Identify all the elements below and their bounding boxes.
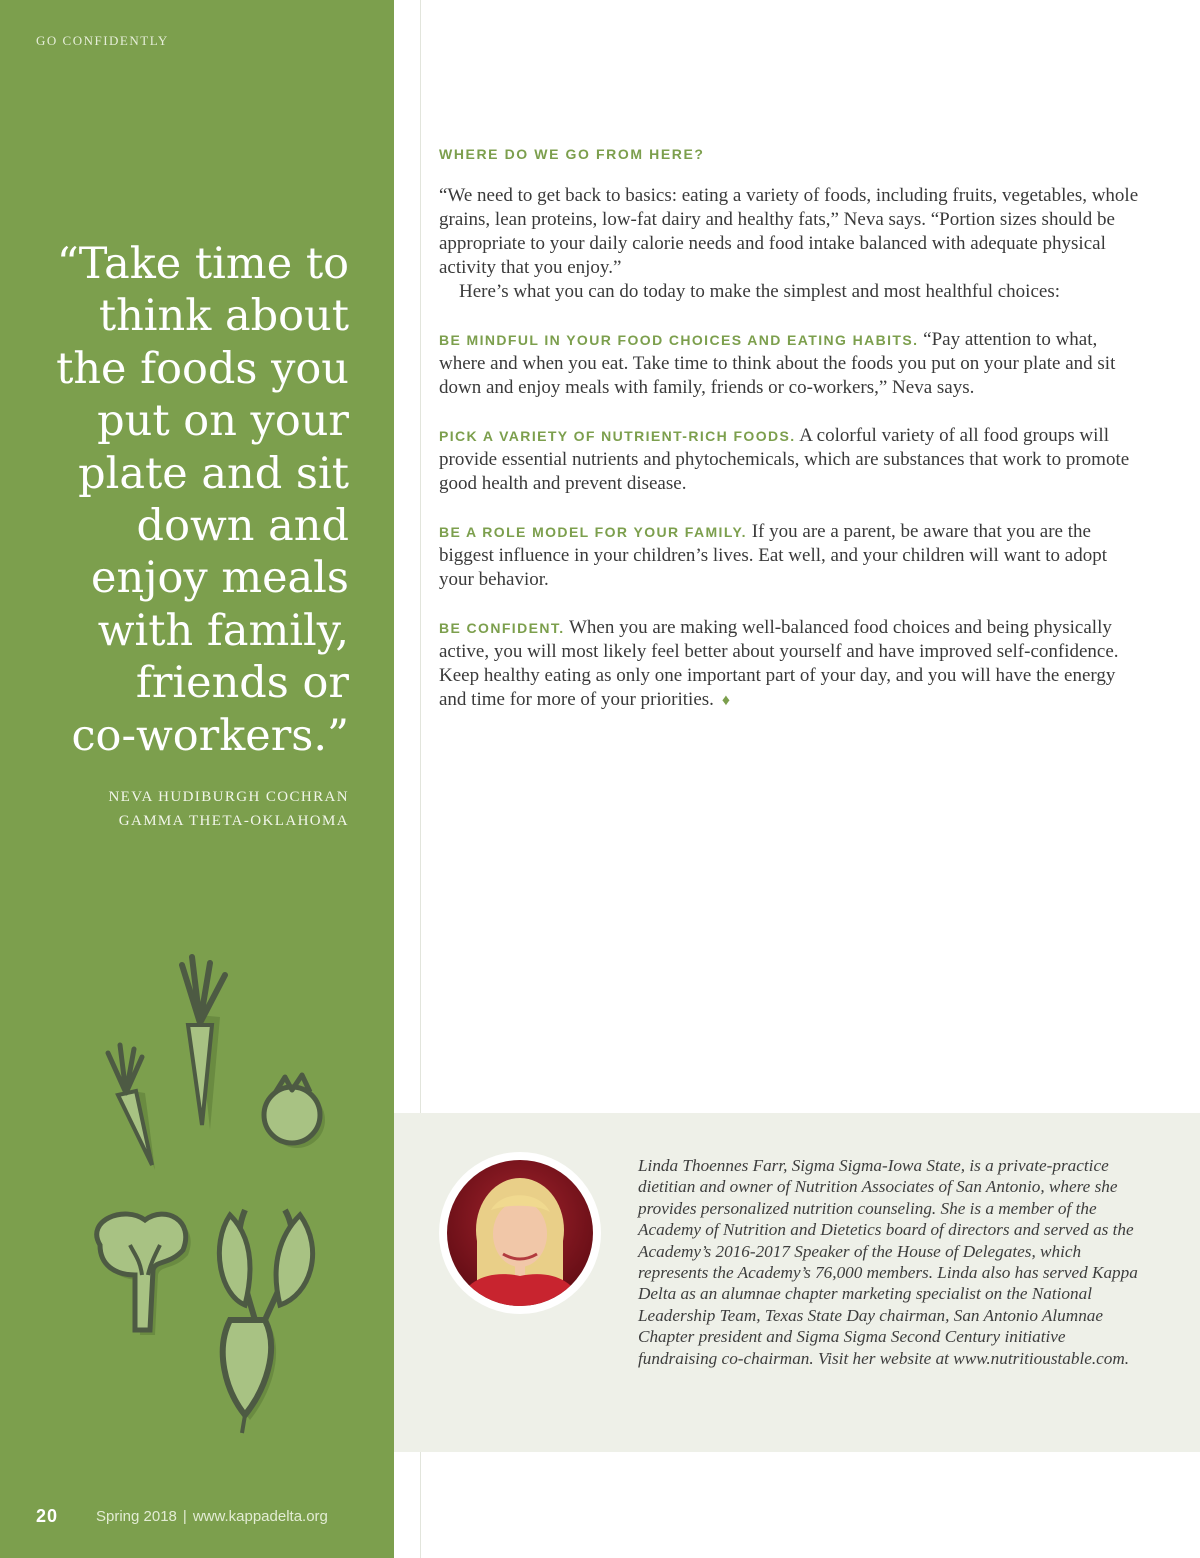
pull-quote-line: think about [98,291,349,342]
pull-quote-line: down and [136,501,349,552]
tip-lead: PICK A VARIETY OF NUTRIENT-RICH FOODS. [439,428,796,444]
tip-lead: BE A ROLE MODEL FOR YOUR FAMILY. [439,524,747,540]
running-head: GO CONFIDENTLY [36,33,169,48]
portrait-illustration [447,1160,593,1306]
attribution-name: NEVA HUDIBURGH COCHRAN [108,789,349,805]
attribution-chapter: GAMMA THETA-OKLAHOMA [118,813,349,829]
broccoli-icon [97,1214,186,1330]
pull-quote-line: enjoy meals [91,553,349,604]
pull-quote [40,238,349,762]
article-body [439,146,1139,737]
tip-paragraph [439,616,1139,713]
intro-text-2: Here’s what you can do today to make the simplest and most healthful choices: [459,281,1060,302]
pull-quote-line: with family, [97,605,349,656]
tip-paragraph [439,520,1139,592]
tip-body: “Pay attention to what, where and when you eat. Take time to think about the foods you put on your plate and sit down and enjoy meals with family, friends or co-workers,” Neva says. [439,329,1116,398]
pull-quote-line: plate and sit [78,448,349,499]
tip-paragraph [439,328,1139,400]
tip-body: When you are making well-balanced food choices and being physically active, you will most likely feel better about yourself and have improved self-confidence. Keep healthy eating as only one important part of your day, and you will have the energy and time for more of your priorities. [439,617,1119,710]
pull-quote-line: the foods you [56,343,349,394]
footer-info [96,1508,328,1525]
carrot-icon [182,957,225,1125]
vegetables-illustration [70,945,370,1435]
pull-quote-line: put on your [97,396,349,447]
tip-paragraph [439,424,1139,496]
section-title: WHERE DO WE GO FROM HERE? [439,146,705,162]
footer-separator: | [182,1508,187,1525]
author-photo [447,1160,593,1306]
beet-icon [219,1210,312,1433]
intro-text: “We need to get back to basics: eating a variety of foods, including fruits, vegetables, whole grains, lean proteins, low-fat dairy and healthy fats,” Neva says. “Portion sizes should be appropriate to your daily calorie needs and food intake balanced with adequate physical activity that you enjoy.” [439,185,1139,278]
pull-quote-line: “Take time to [56,239,349,289]
page-number: 20 [36,1506,59,1526]
website-link[interactable]: www.kappadelta.org [192,1508,328,1525]
pull-quote-line: co-workers.” [71,710,349,761]
tomato-icon [264,1075,320,1143]
tip-lead: BE CONFIDENT. [439,620,565,636]
bio-text: Linda Thoennes Farr, Sigma Sigma-Iowa State, is a private-practice dietitian and owner of Nutrition Associates of San Antonio, where she provides personalized nutrition counseling. She is a member of the Academy of Nutrition and Dietetics board of directors and served as the Academy’s 2016-2017 Speaker of the House of Delegates, which represents the Academy’s 76,000 members. Linda also has served Kappa Delta as an alumnae chapter marketing specialist on the National Leadership Team, Texas State Day chairman, San Antonio Alumnae Chapter president and Sigma Sigma Second Century initiative fundraising co-chairman. Visit her website at www.nutritioustable.com. [638,1156,1138,1368]
tip-lead: BE MINDFUL IN YOUR FOOD CHOICES AND EATING HABITS. [439,332,919,348]
issue-label: Spring 2018 [96,1508,177,1525]
end-mark-icon: ♦ [721,692,731,709]
intro-paragraph [439,184,1139,304]
pull-quote-line: friends or [135,658,349,709]
quote-attribution [40,785,349,833]
tip-body: If you are a parent, be aware that you are the biggest influence in your children’s lives. Eat well, and your children will want to adopt your behavior. [439,521,1108,590]
tip-body: A colorful variety of all food groups will provide essential nutrients and phytochemicals, which are substances that work to promote good health and prevent disease. [439,425,1130,494]
